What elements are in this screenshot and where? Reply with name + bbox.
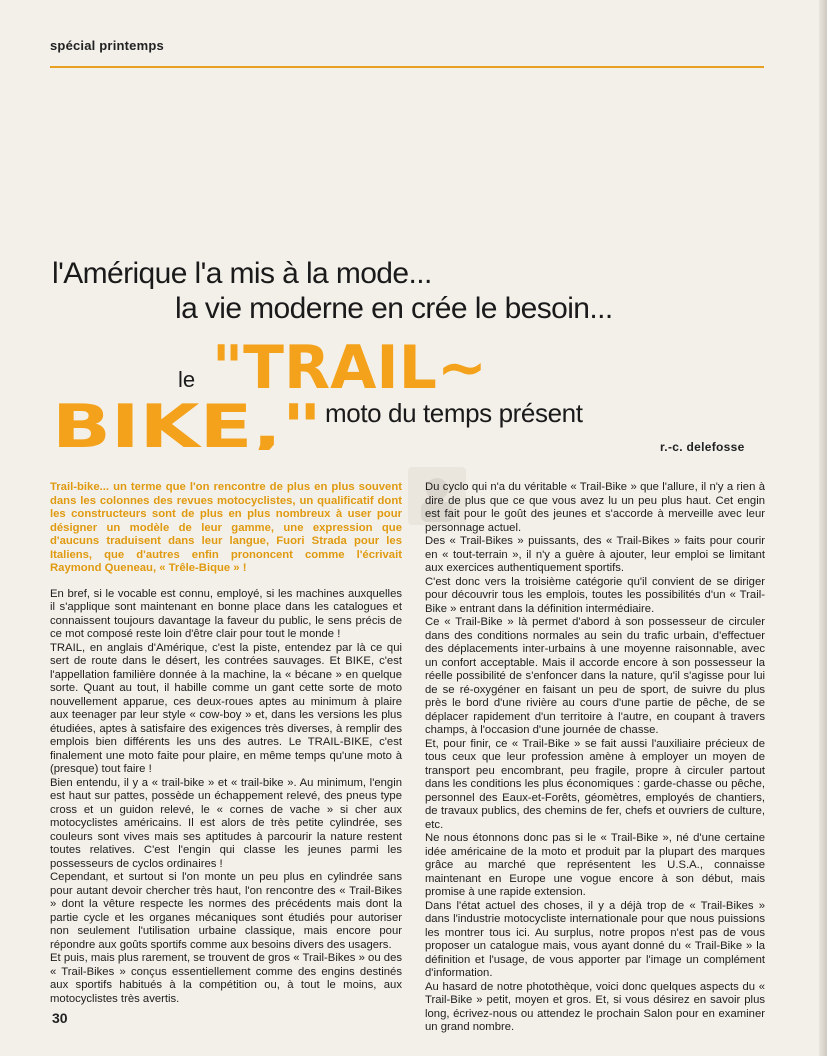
headline-line-1: l'Amérique l'a mis à la mode... bbox=[52, 257, 432, 290]
byline: r.-c. delefosse bbox=[660, 440, 745, 454]
body-paragraph: Cependant, et surtout si l'on monte un peu plus en cylindrée sans pour autant devoir chercher très haut, l'on rencontre des « Trail-Bikes » dont la vêture respecte les normes des précédents mais dont la partie cycle et les organes mécaniques sont étudiés pour autoriser non seulement l'utilisation urbaine classique, mais encore pour répondre aux goûts sportifs comme aux besoins divers des usagers. bbox=[50, 871, 402, 951]
headline-line-2: la vie moderne en crée le besoin... bbox=[175, 292, 613, 325]
body-paragraph: Dans l'état actuel des choses, il y a déjà trop de « Trail-Bikes » dans l'industrie motocycliste internationale pour que nous puissions les montrer tous ici. Au surplus, notre propos n'est pas de vous proposer un catalogue mais, vous ayant donné du « Trail-Bike » la définition et l'usage, de vous apporter par l'image un complément d'information. bbox=[425, 899, 765, 979]
intro-paragraph: Trail-bike... un terme que l'on rencontre de plus en plus souvent dans les colonnes des revues motocyclistes, un qualificatif dont les constructeurs sont de plus en plus nombreux à user pour désigner un modèle de leur gamme, une expression que d'aucuns traduisent dans leur langue, Fuori Strada pour les Italiens, que d'autres enfin prononcent comme l'écrivait Raymond Queneau, « Trêle-Bique » ! bbox=[50, 481, 402, 574]
body-paragraph: C'est donc vers la troisième catégorie qu'il convient de se diriger pour découvrir tous les emplois, toutes les possibilités d'un « Trail-Bike » entrant dans la définition intermédiaire. bbox=[425, 575, 765, 615]
title-subtitle: moto du temps présent bbox=[325, 398, 583, 428]
body-paragraph: Et puis, mais plus rarement, se trouvent de gros « Trail-Bikes » ou des « Trail-Bikes » conçus essentiellement comme des engins destinés aux sportifs habitués à la compétition ou, à tout le moins, aux motocyclistes très avertis. bbox=[50, 952, 402, 1005]
body-paragraph: Et, pour finir, ce « Trail-Bike » se fait aussi l'auxiliaire précieux de tous ceux que leur profession amène à employer un moyen de transport peu encombrant, peu fragile, propre à circuler partout dans les conditions les plus économiques : garde-chasse ou pêche, personnel des Eaux-et-Forêts, géomètres, employés de chantiers, de travaux publics, des chemins de fer, chefs et ouvriers de culture, etc. bbox=[425, 737, 765, 831]
wordmark-trail: "TRAIL~ bbox=[212, 333, 487, 403]
title-article-le: le bbox=[178, 367, 196, 392]
body-paragraph: Des « Trail-Bikes » puissants, des « Trail-Bikes » faits pour courir en « tout-terrain », il n'y a guère à ajouter, leur emploi se limitant aux exercices authentiquement sportifs. bbox=[425, 535, 765, 574]
body-paragraph: Au hasard de notre photothèque, voici donc quelques aspects du « Trail-Bike » petit, moyen et gros. Et, si vous désirez en savoir plus long, écrivez-nous ou attendez le prochain Salon pour en examiner un grand nombre. bbox=[425, 980, 765, 1033]
body-paragraph: TRAIL, en anglais d'Amérique, c'est la piste, entendez par là ce qui sert de route dans le désert, les contrées sauvages. Et BIKE, c'est l'appellation familière donnée à la machine, la « bécane » en quelque sorte. Quant au tout, il habille comme un gant cette sorte de moto nouvellement apparue, ces deux-roues aptes au minimum à plaire aux teenager par leur style « cow-boy » et, dans les versions les plus étudiées, aptes à satisfaire des exigences très diverses, à remplir des emplois bien différents les uns des autres. Le TRAIL-BIKE, c'est finalement une moto faite pour plaire, en même temps qu'une moto à (presque) tout faire ! bbox=[50, 641, 402, 775]
page-edge-shadow bbox=[819, 0, 827, 1056]
body-paragraph: Ce « Trail-Bike » là permet d'abord à son possesseur de circuler dans des conditions normales au sein du trafic urbain, d'effectuer des déplacements inter-urbains à une moyenne raisonnable, avec un confort acceptable. Mais il accorde encore à son possesseur la réelle possibilité de s'enfoncer dans la nature, qu'il s'agisse pour lui de se ré-oxygéner en faisant un peu de sport, de suivre du plus près le bord d'une rivière au cours d'une partie de pêche, de se déplacer rapidement d'un territoire à l'autre, en coupant à travers champs, à l'occasion d'une journée de chasse. bbox=[425, 616, 765, 736]
header-rule bbox=[50, 66, 764, 68]
article-column-right bbox=[425, 481, 765, 1035]
wordmark-bike: BIKE," bbox=[52, 392, 322, 450]
trail-bike-wordmark bbox=[52, 330, 492, 450]
body-paragraph: Bien entendu, il y a « trail-bike » et « trail-bike ». Au minimum, l'engin est haut sur pattes, possède un échappement relevé, des pneus type cross et un guidon relevé, le « cornes de vache » si cher aux motocyclistes américains. Il est alors de très petite cylindrée, ses couleurs sont vives mais ses aptitudes à parcourir la nature restent toutes relatives. C'est l'engin qui classe les jeunes parmi les possesseurs de cyclos ordinaires ! bbox=[50, 776, 402, 870]
body-paragraph: En bref, si le vocable est connu, employé, si les machines auxquelles il s'applique sont maintenant en bonne place dans les catalogues et connaissent toujours davantage la faveur du public, le sens précis de ce mot composé reste loin d'être clair pour tout le monde ! bbox=[50, 587, 402, 640]
body-paragraph: Ne nous étonnons donc pas si le « Trail-Bike », né d'une certaine idée américaine de la moto et produit par la plupart des marques grâce au marché que représentent les U.S.A., connaisse maintenant en Europe une vogue encore à son début, mais promise à une rapide extension. bbox=[425, 832, 765, 898]
section-rubric: spécial printemps bbox=[50, 38, 164, 53]
article-column-left bbox=[50, 481, 402, 1006]
body-paragraph: Du cyclo qui n'a du véritable « Trail-Bike » que l'allure, il n'y a rien à dire de plus que ce que vous avez lu un peu plus haut. Cet engin est fait pour le goût des jeunes et s'accorde à merveille avec leur personnage actuel. bbox=[425, 481, 765, 534]
page-number: 30 bbox=[52, 1010, 68, 1026]
